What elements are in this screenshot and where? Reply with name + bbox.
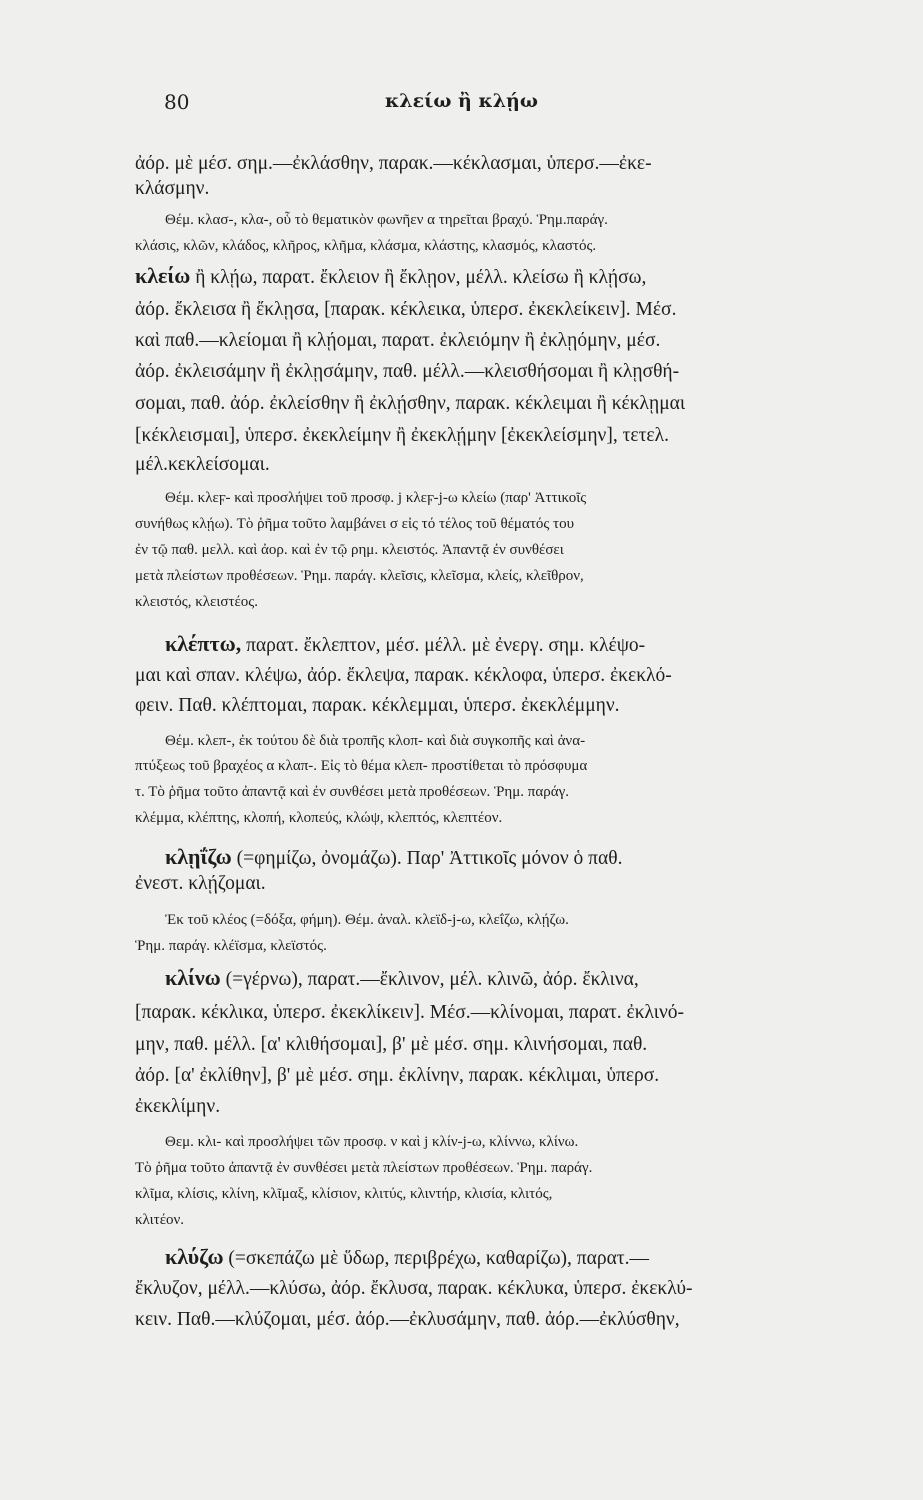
etymology-line: ἐν τῷ παθ. μελλ. καὶ ἀορ. καὶ ἐν τῷ ρημ. κλειστός. Ἀπαντᾷ ἐν συνθέσει [135,542,564,558]
entry-line: κλίνω (=γέρνω), παρατ.—ἔκλινον, μέλ. κλινῶ, ἀόρ. ἔκλινα, [165,966,639,990]
etymology-line: Ῥημ. παράγ. κλέϊσμα, κλεϊστός. [135,938,327,954]
etymology-line: Θεμ. κλι- καὶ προσλήψει τῶν προσφ. ν καὶ j κλίν-j-ω, κλίννω, κλίνω. [165,1134,579,1150]
running-title: κλείω ἢ κλῄω [385,90,538,112]
etymology-line: Θέμ. κλεϝ- καὶ προσλήψει τοῦ προσφ. j κλεϝ-j-ω κλείω (παρ' Ἀττικοῖς [165,490,587,506]
etymology-line: Τὸ ῥῆμα τοῦτο ἀπαντᾷ ἐν συνθέσει μετὰ πλείστων προθέσεων. Ῥημ. παράγ. [135,1160,593,1176]
text-line: κλάσμην. [135,178,210,199]
page-number: 80 [164,90,190,114]
headword: κλίνω [165,966,221,990]
etymology-line: κλέμμα, κλέπτης, κλοπή, κλοπεύς, κλώψ, κλεπτός, κλεπτέον. [135,810,503,826]
text-line: σομαι, παθ. ἀόρ. ἐκλείσθην ἢ ἐκλῄσθην, παρακ. κέκλειμαι ἢ κέκλῃμαι [135,393,686,414]
text-line: ἐκεκλίμην. [135,1096,221,1117]
text-line: ἐνεστ. κλῄζομαι. [135,873,266,894]
entry-line: κλέπτω, παρατ. ἔκλεπτον, μέσ. μέλλ. μὲ ἐνεργ. σημ. κλέψο- [165,632,646,656]
etymology-line: Ἐκ τοῦ κλέος (=δόξα, φήμη). Θέμ. ἀναλ. κλεϊδ-j-ω, κλεΐζω, κλῄζω. [165,912,569,928]
text-line: [κέκλεισμαι], ὑπερσ. ἐκεκλείμην ἢ ἐκεκλῄμην [ἐκεκλείσμην], τετελ. [135,425,669,446]
etymology-line: κλειστός, κλειστέος. [135,594,258,610]
text-line: ἀόρ. [α' ἐκλίθην], β' μὲ μέσ. σημ. ἐκλίνην, παρακ. κέκλιμαι, ὑπερσ. [135,1065,660,1086]
etymology-line: κλάσις, κλῶν, κλάδος, κλῆρος, κλῆμα, κλάσμα, κλάστης, κλασμός, κλαστός. [135,238,597,254]
text-line: μαι καὶ σπαν. κλέψω, ἀόρ. ἔκλεψα, παρακ. κέκλοφα, ὑπερσ. ἐκεκλό- [135,665,672,686]
text-line: ἀόρ. μὲ μέσ. σημ.—ἐκλάσθην, παρακ.—κέκλασμαι, ὑπερσ.—ἐκε- [135,153,652,174]
page-header [0,90,923,120]
etymology-line: μετὰ πλείστων προθέσεων. Ῥημ. παράγ. κλεῖσις, κλεῖσμα, κλείς, κλεῖθρον, [135,568,584,584]
entry-line: κλείω ἢ κλῄω, παρατ. ἔκλειον ἢ ἔκλῃον, μέλλ. κλείσω ἢ κλῄσω, [135,264,647,288]
entry-line: κλύζω (=σκεπάζω μὲ ὕδωρ, περιβρέχω, καθαρίζω), παρατ.— [165,1245,649,1269]
text-line: ἀόρ. ἐκλεισάμην ἢ ἐκλῃσάμην, παθ. μέλλ.—κλεισθήσομαι ἢ κλῃσθή- [135,361,680,382]
text-line: μέλ.κεκλείσομαι. [135,454,270,475]
headword: κλείω [135,264,191,288]
etymology-line: κλῖμα, κλίσις, κλίνη, κλῖμαξ, κλίσιον, κλιτύς, κλιντήρ, κλισία, κλιτός, [135,1186,553,1202]
etymology-line: κλιτέον. [135,1212,185,1228]
text-line: [παρακ. κέκλικα, ὑπερσ. ἐκεκλίκειν]. Μέσ.—κλίνομαι, παρατ. ἐκλινό- [135,1002,685,1023]
text-line: ἀόρ. ἔκλεισα ἢ ἔκλῃσα, [παρακ. κέκλεικα, ὑπερσ. ἐκεκλείκειν]. Μέσ. [135,299,677,320]
text-line: μην, παθ. μέλλ. [α' κλιθήσομαι], β' μὲ μέσ. σημ. κλινήσομαι, παθ. [135,1034,648,1055]
etymology-line: Θέμ. κλεπ-, ἐκ τούτου δὲ διὰ τροπῆς κλοπ- καὶ διὰ συγκοπῆς καὶ ἀνα- [165,733,586,749]
entry-line: κλῃΐζω (=φημίζω, ὀνομάζω). Παρ' Ἀττικοῖς μόνον ὁ παθ. [165,845,623,869]
headword: κλύζω [165,1245,224,1269]
headword: κλῃΐζω [165,845,232,869]
etymology-line: συνήθως κλῄω). Τὸ ῥῆμα τοῦτο λαμβάνει σ εἰς τό τέλος τοῦ θέματός του [135,516,575,532]
headword: κλέπτω, [165,632,242,656]
etymology-line: Θέμ. κλασ-, κλα-, οὗ τὸ θεματικὸν φωνῆεν α τηρεῖται βραχύ. Ῥημ.παράγ. [165,212,608,228]
etymology-line: τ. Τὸ ῥῆμα τοῦτο ἀπαντᾷ καὶ ἐν συνθέσει μετὰ προθέσεων. Ῥημ. παράγ. [135,784,569,800]
etymology-line: πτύξεως τοῦ βραχέος α κλαπ-. Εἰς τὸ θέμα κλεπ- προστίθεται τὸ πρόσφυμα [135,758,588,774]
text-line: φειν. Παθ. κλέπτομαι, παρακ. κέκλεμμαι, ὑπερσ. ἐκεκλέμμην. [135,695,620,716]
text-line: ἔκλυζον, μέλλ.—κλύσω, ἀόρ. ἔκλυσα, παρακ. κέκλυκα, ὑπερσ. ἐκεκλύ- [135,1278,693,1299]
text-line: καὶ παθ.—κλείομαι ἢ κλῄομαι, παρατ. ἐκλειόμην ἢ ἐκλῃόμην, μέσ. [135,330,661,351]
text-line: κειν. Παθ.—κλύζομαι, μέσ. ἀόρ.—ἐκλυσάμην, παθ. ἀόρ.—ἐκλύσθην, [135,1309,680,1330]
